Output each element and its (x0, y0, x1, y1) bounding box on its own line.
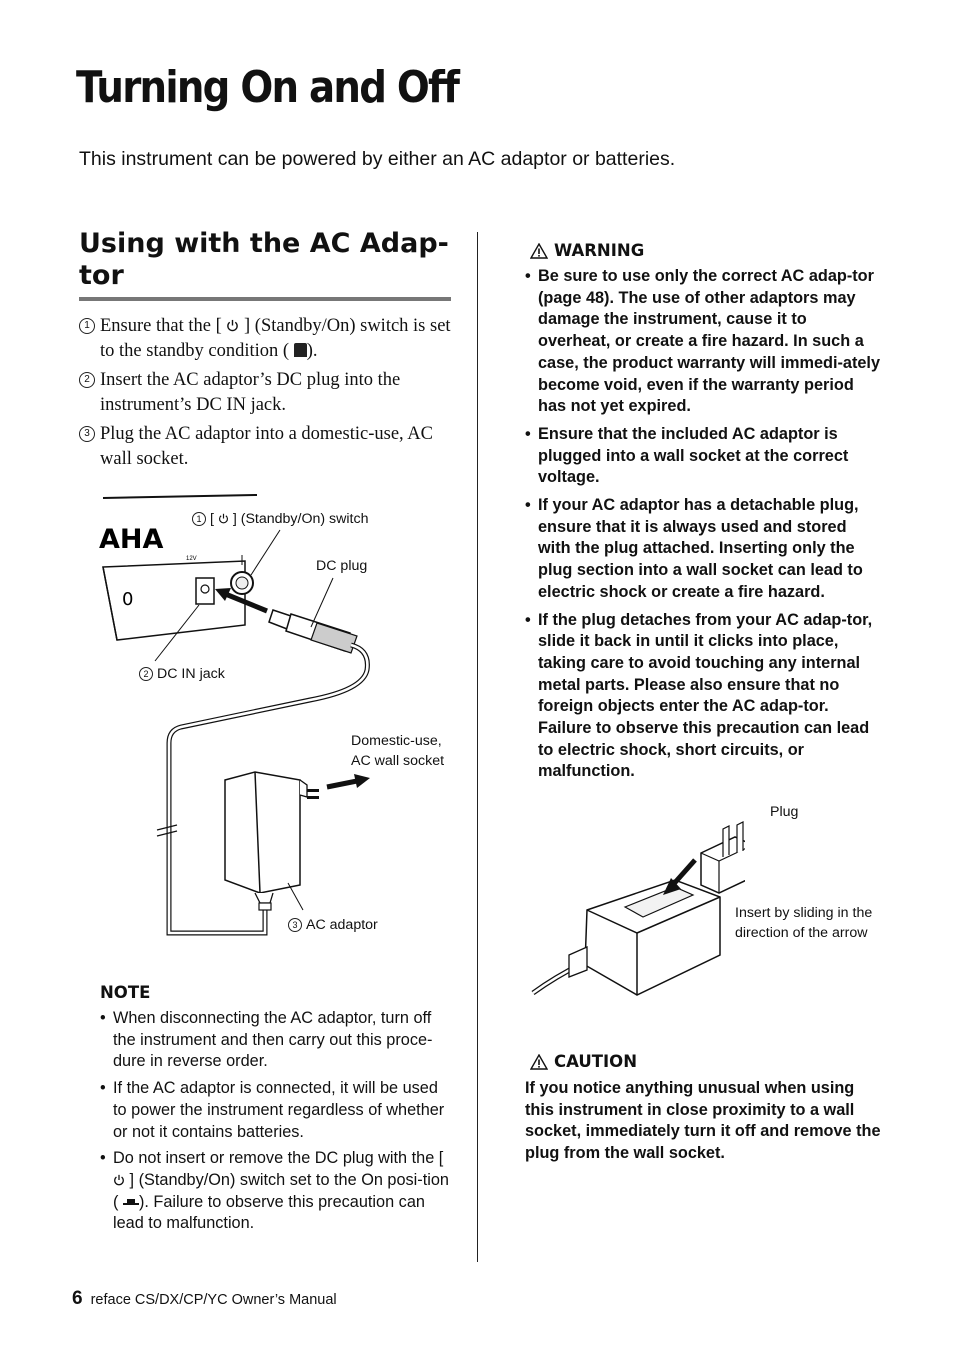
step-3: 3 Plug the AC adaptor into a domestic-use, AC wall socket. (79, 422, 451, 472)
page-footer (72, 1288, 337, 1310)
ac-adaptor (225, 772, 319, 910)
note-item: • If the AC adaptor is connected, it will be used to power the instrument regardless of whether or not it contains batteries. (100, 1078, 450, 1143)
warning-heading: WARNING (530, 241, 644, 260)
label-insert-direction: Insert by sliding in the direction of the arrow (735, 905, 873, 941)
caution-heading: CAUTION (530, 1052, 637, 1071)
section-heading (79, 228, 451, 292)
note-list (100, 1008, 450, 1240)
label-ac-adaptor: 3 AC adaptor (288, 915, 378, 935)
section-heading-line1: Using with the AC Adap- (79, 228, 449, 259)
svg-text:0: 0 (122, 589, 134, 610)
standby-position-icon (294, 343, 307, 357)
brand-logo: AHA (99, 524, 164, 555)
note-item: • When disconnecting the AC adaptor, turn off the instrument and then carry out this proce-dure in reverse order. (100, 1008, 450, 1073)
caution-text: If you notice anything unusual when using this instrument in close proximity to a wall socket, immediately turn it off and remove the plug from the wall socket. (525, 1079, 881, 1163)
label-dc-in-jack: 2 DC IN jack (139, 664, 225, 684)
warning-item: • If the plug detaches from your AC adap-tor, slide it back in until it clicks into place, taking care to avoid touching any internal metal parts. Please also ensure that no foreign objects enter the AC adap-tor. Failure to observe this precaution can lead to electric shock, short circuits, or malfunction. (525, 610, 880, 784)
manual-title: reface CS/DX/CP/YC Owner’s Manual (90, 1292, 337, 1308)
svg-text:12V: 12V (186, 556, 197, 562)
step-number: 1 (79, 318, 95, 334)
label-wall-socket: Domestic-use, AC wall socket (351, 733, 445, 769)
warning-item: • Be sure to use only the correct AC adap-tor (page 48). The use of other adaptors may damage the instrument, cause it to overheat, or create a fire hazard. In such a case, the product warranty will immedi-ately become void, even if the warranty period has not yet expired. (525, 266, 880, 418)
step-number: 2 (79, 372, 95, 388)
ac-adaptor-connection-diagram (95, 485, 460, 945)
on-position-icon (123, 1197, 139, 1207)
step-number: 3 (79, 426, 95, 442)
dc-plug (269, 610, 357, 653)
plug-insertion-diagram (525, 815, 745, 1005)
page-number: 6 (72, 1288, 83, 1309)
note-item: • Do not insert or remove the DC plug with the [ ] (Standby/On) switch set to the On posi-tion ( ). Failure to observe this precaution can lead to malfunction. (100, 1148, 450, 1235)
warning-item: • Ensure that the included AC adaptor is plugged into a wall socket at the correct voltage. (525, 424, 880, 489)
column-divider (477, 232, 478, 1262)
label-standby-switch: 1 [ ] (Standby/On) switch (192, 509, 368, 529)
power-icon (113, 1174, 125, 1186)
steps-list (79, 314, 451, 476)
dc-in-jack (196, 578, 214, 604)
intro-text: This instrument can be powered by either an AC adaptor or batteries. (79, 148, 676, 170)
label-plug: Plug (770, 804, 799, 820)
caution-triangle-icon (530, 1054, 548, 1070)
heading-rule (79, 297, 451, 301)
page-title: Turning On and Off (76, 62, 459, 113)
label-dc-plug: DC plug (316, 558, 368, 574)
power-icon (226, 319, 239, 332)
warning-item: • If your AC adaptor has a detachable plug, ensure that it is always used and stored with the plug attached. Inserting only the plug section into a wall socket can lead to electric shock or create a fire hazard. (525, 495, 880, 604)
step-2: 2 Insert the AC adaptor’s DC plug into the instrument’s DC IN jack. (79, 368, 451, 418)
note-heading: NOTE (100, 983, 151, 1002)
ac-adaptor-body (569, 880, 720, 995)
detachable-plug (701, 822, 745, 893)
step-1: 1 Ensure that the [ ] (Standby/On) switch is set to the standby condition ( ). (79, 314, 451, 364)
section-heading-line2: tor (79, 260, 124, 291)
power-icon (218, 513, 229, 524)
warning-list (525, 266, 880, 789)
warning-triangle-icon (530, 243, 548, 259)
